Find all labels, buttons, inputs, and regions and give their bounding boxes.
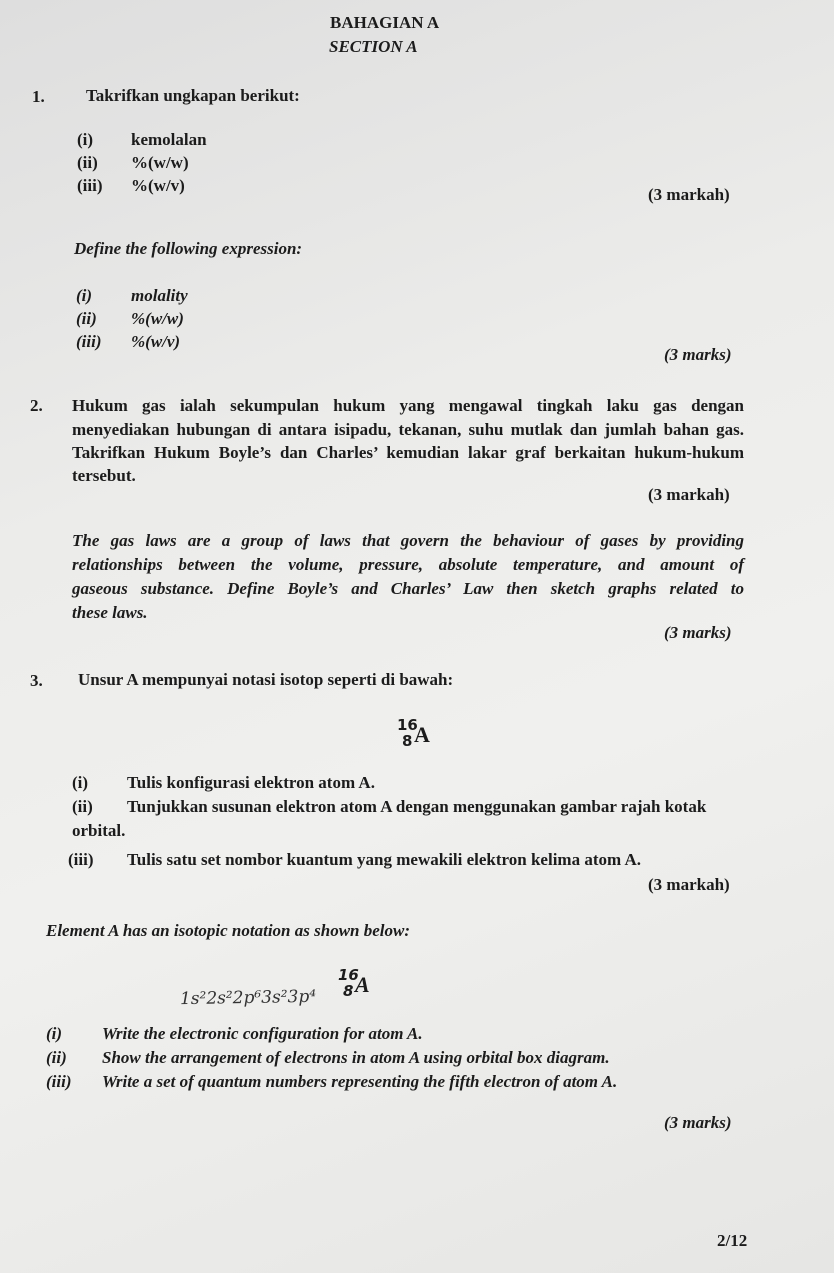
q2-line-ms: menyediakan hubungan di antara isipadu, tekanan, suhu mutlak dan jumlah bahan gas. (72, 420, 744, 439)
q2-marks-ms: (3 markah) (648, 485, 730, 504)
q3-item-num: (iii) (46, 1072, 72, 1091)
q2-line-en: The gas laws are a group of laws that govern the behaviour of gases by providing (72, 531, 744, 550)
q3-item-num: (ii) (46, 1048, 67, 1067)
q1-prompt-en: Define the following expression: (74, 239, 303, 258)
q1-marks-en: (3 marks) (664, 345, 732, 364)
q2-line-en: gaseous substance. Define Boyle’s and Charles’ Law then sketch graphs related to (72, 579, 744, 598)
handwritten-configuration: 1s²2s²2p⁶3s²3p⁴ (179, 986, 317, 1010)
q3-prompt-en: Element A has an isotopic notation as shown below: (46, 921, 411, 940)
isotope-notation (397, 716, 437, 752)
section-title-en: SECTION A (329, 37, 418, 56)
q3-prompt-ms: Unsur A mempunyai notasi isotop seperti di bawah: (78, 670, 454, 689)
q2-line-en: relationships between the volume, pressure, absolute temperature, and amount of (72, 555, 744, 574)
q1-item-text: %(w/v) (131, 176, 185, 195)
q1-item-num: (i) (77, 130, 94, 149)
q1-item-num: (ii) (77, 153, 98, 172)
q2-line-ms: Takrifkan Hukum Boyle’s dan Charles’ kemudian lakar graf berkaitan hukum-hukum (72, 443, 744, 462)
q3-item-num: (iii) (68, 850, 94, 869)
isotope-mass-number: 16 (397, 716, 418, 734)
q2-line-en: these laws. (72, 603, 148, 622)
q3-item-text: Write the electronic configuration for atom A. (102, 1024, 423, 1043)
q1-item-num: (i) (76, 286, 93, 305)
q3-item-text: Show the arrangement of electrons in atom A using orbital box diagram. (102, 1048, 610, 1067)
q1-item-text: %(w/w) (131, 153, 189, 172)
page-number: 2/12 (717, 1231, 748, 1250)
q1-item-text: %(w/v) (131, 332, 181, 351)
isotope-mass-number: 16 (338, 966, 359, 984)
q3-marks-en: (3 marks) (664, 1113, 732, 1132)
isotope-notation-en (338, 966, 378, 1002)
section-title-ms: BAHAGIAN A (330, 13, 440, 32)
q1-marks-ms: (3 markah) (648, 185, 730, 204)
q2-marks-en: (3 marks) (664, 623, 732, 642)
q3-item-text: Tunjukkan susunan elektron atom A dengan menggunakan gambar rajah kotak (127, 797, 707, 816)
q1-number: 1. (32, 87, 45, 106)
q1-item-num: (ii) (76, 309, 97, 328)
q2-line-ms: Hukum gas ialah sekumpulan hukum yang mengawal tingkah laku gas dengan (72, 396, 744, 415)
q3-item-text: orbital. (72, 821, 126, 840)
q3-item-num: (ii) (72, 797, 93, 816)
isotope-symbol: A (355, 972, 370, 997)
isotope-symbol: A (414, 722, 430, 747)
q3-item-num: (i) (46, 1024, 63, 1043)
q3-item-num: (i) (72, 773, 89, 792)
q3-item-text: Tulis satu set nombor kuantum yang mewakili elektron kelima atom A. (127, 850, 642, 869)
isotope-atomic-number: 8 (343, 982, 354, 1000)
q1-item-num: (iii) (77, 176, 103, 195)
q2-line-ms: tersebut. (72, 466, 136, 485)
q1-item-num: (iii) (76, 332, 102, 351)
q2-number: 2. (30, 396, 43, 415)
q3-number: 3. (30, 671, 43, 690)
q1-prompt-ms: Takrifkan ungkapan berikut: (86, 86, 300, 105)
isotope-atomic-number: 8 (402, 732, 413, 750)
q3-marks-ms: (3 markah) (648, 875, 730, 894)
q3-item-text: Tulis konfigurasi elektron atom A. (127, 773, 375, 792)
q1-item-text: kemolalan (131, 130, 207, 149)
q3-item-text: Write a set of quantum numbers representing the fifth electron of atom A. (102, 1072, 618, 1091)
q1-item-text: %(w/w) (131, 309, 184, 328)
q1-item-text: molality (131, 286, 188, 305)
